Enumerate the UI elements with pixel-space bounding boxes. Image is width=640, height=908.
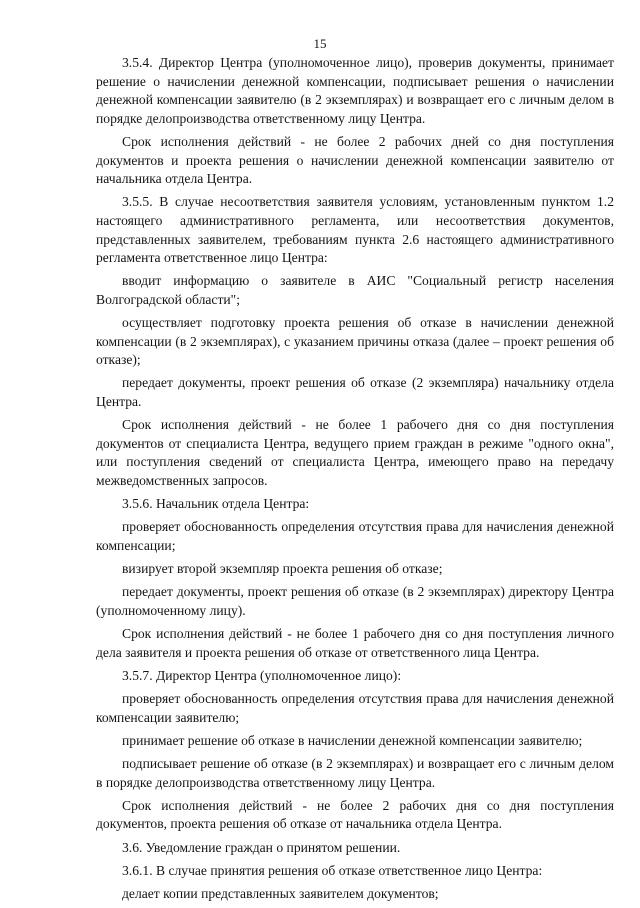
paragraph-transfer-to-head: передает документы, проект решения об отказе (2 экземпляра) начальнику отдела Центра. <box>96 375 614 410</box>
paragraph-deadline-3-5-7: Срок исполнения действий - не более 2 рабочих дня со дня поступления документов, проекта решения об отказе от начальника отдела Центра. <box>96 797 614 832</box>
paragraph-3-5-4: 3.5.4. Директор Центра (уполномоченное лицо), проверив документы, принимает решение о начислении денежной компенсации, подписывает решения о начислении денежной компенсации заявителю (в 2 экземплярах) и возвращает его с личным делом в порядке делопроизводства ответственному лицу Центра. <box>96 55 614 126</box>
paragraph-3-5-5: 3.5.5. В случае несоответствия заявителя условиям, установленным пунктом 1.2 настоящего административного регламента, или несоответствия документов, представленных заявителем, требованиям пункта 2.6 настоящего административного регламента ответственное лицо Центра: <box>96 194 614 266</box>
paragraph-3-5-6: 3.5.6. Начальник отдела Центра: <box>122 496 310 512</box>
paragraph-3-6: 3.6. Уведомление граждан о принятом решении. <box>122 839 401 855</box>
document-body <box>96 54 614 908</box>
paragraph-3-6-1: 3.6.1. В случае принятия решения об отказе ответственное лицо Центра: <box>122 862 543 878</box>
paragraph-endorse-copy: визирует второй экземпляр проекта решения об отказе; <box>122 561 443 577</box>
paragraph-deadline-3-5-5: Срок исполнения действий - не более 1 рабочего дня со дня поступления документов от специалиста Центра, ведущего прием граждан в режиме "одного окна", или поступления сведений от специалиста Центра, имеющего право на передачу межведомственных запросов. <box>96 417 614 489</box>
paragraph-deadline-3-5-6: Срок исполнения действий - не более 1 рабочего дня со дня поступления личного дела заявителя и проекта решения об отказе от ответственного лица Центра. <box>96 626 614 660</box>
paragraph-prepare-refusal-draft: осуществляет подготовку проекта решения об отказе в начислении денежной компенсации (в 2 экземплярах), с указанием причины отказа (далее – проект решения об отказе); <box>96 315 614 368</box>
paragraph-make-copies: делает копии представленных заявителем документов; <box>122 886 439 902</box>
paragraph-deadline-3-5-4: Срок исполнения действий - не более 2 рабочих дней со дня поступления документов и проекта решения о начислении денежной компенсации заявителю от начальника отдела Центра. <box>96 133 614 187</box>
page-number: 15 <box>313 36 327 51</box>
paragraph-director-check: проверяет обоснованность определения отсутствия права для начисления денежной компенсации заявителю; <box>96 691 614 725</box>
paragraph-transfer-to-director: передает документы, проект решения об отказе (в 2 экземплярах) директору Центра (уполномоченному лицу). <box>96 584 614 618</box>
paragraph-director-decide: принимает решение об отказе в начислении денежной компенсации заявителю; <box>122 732 583 748</box>
paragraph-check-validity: проверяет обоснованность определения отсутствия права для начисления денежной компенсации; <box>96 519 614 553</box>
paragraph-3-5-7: 3.5.7. Директор Центра (уполномоченное лицо): <box>122 667 402 683</box>
paragraph-enter-ais: вводит информацию о заявителе в АИС "Социальный регистр населения Волгоградской области"; <box>96 273 614 307</box>
paragraph-director-sign: подписывает решение об отказе (в 2 экземплярах) и возвращает его с личным делом в порядке делопроизводства ответственному лицу Центра. <box>96 756 614 790</box>
